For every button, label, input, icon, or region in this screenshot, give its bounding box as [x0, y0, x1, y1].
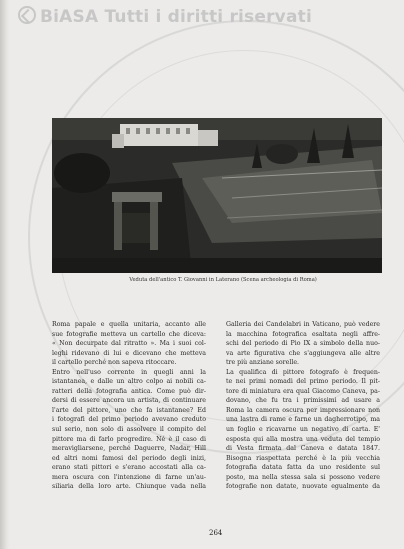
text-line: fotografia datata fatta da uno residente sul: [226, 464, 380, 472]
text-line: tore di miniatura era qual Giacomo Caneva, pa-: [226, 387, 380, 395]
text-line: erano stati pittori e s'erano accostati alla ca-: [52, 464, 206, 472]
text-line: La qualifica di pittore fotografo è frequen-: [226, 368, 380, 376]
watermark-banner: [18, 6, 312, 27]
text-line: un foglio e ricavarne un negativo di carta. E': [226, 426, 380, 434]
watermark-text: BiASA Tutti i diritti riservati: [40, 7, 312, 27]
text-line: la macchina fotografica esaltata negli affre-: [226, 330, 380, 338]
biasa-logo-icon: [18, 6, 36, 24]
page-binding-edge: [0, 0, 10, 549]
photo-caption: Veduta dell'antico T. Giovanni in Laterano (Scena archeologia di Roma): [129, 277, 317, 283]
text-line: istantanea, e dalle un altro colpo ai nobili ca-: [52, 378, 206, 386]
text-line: dersi di essere ancora un artista, di continuare: [52, 397, 206, 405]
text-line: sue fotografie metteva un cartello che diceva:: [52, 330, 206, 338]
text-line: ratteri della fotografia antica. Come può dir-: [52, 387, 206, 395]
page-number: 264: [209, 529, 223, 537]
text-line: te nei primi nomadi del primo periodo. Il pit-: [226, 378, 380, 386]
text-line: l'arte del pittore, uno che fa istantanee? Ed: [52, 406, 206, 414]
text-line: di Vesta firmata dal Caneva e datata 1847.: [226, 445, 380, 453]
text-line: « Non decurpate dal ritratto ». Ma i suoi col-: [52, 340, 206, 348]
text-line: sul serio, non solo di assolvere il compito del: [52, 426, 206, 434]
text-line: Galleria dei Candelabri in Vaticano, può vedere: [226, 321, 380, 328]
text-line: esposta qui alla mostra una veduta del tempio: [226, 435, 380, 443]
text-line: dovano, che fu tra i primissimi ad usare a: [226, 397, 380, 405]
text-column-left: [52, 320, 206, 492]
text-line: posto, ma nella stessa sala si possono vedere: [226, 473, 380, 481]
text-line: Roma papale e quella unitaria, accanto alle: [52, 321, 206, 328]
text-line: tre più anziane sorelle.: [226, 359, 300, 367]
text-line: leghi ridevano di lui e dicevano che metteva: [52, 349, 206, 357]
text-line: fotografie non datate, nuovate egualmente da: [226, 483, 380, 491]
text-line: schi del periodo di Pio IX a simbolo della nuo-: [226, 340, 380, 348]
text-line: il cartello perché non sapeva ritoccare.: [52, 359, 177, 367]
text-column-right: [226, 320, 380, 492]
photograph: [52, 118, 382, 273]
photograph-image: [52, 118, 382, 273]
text-line: ed altri nomi famosi del periodo degli inizi,: [52, 454, 206, 462]
text-line: mera oscura con l'intenzione di farne un'au-: [52, 473, 206, 481]
text-line: Bisogna riaspettata perché è la più vecchia: [226, 454, 380, 462]
text-line: pittore ma di farlo progredire. Né è il caso di: [52, 435, 206, 443]
text-line: siliaria della loro arte. Chiunque vada nella: [52, 483, 206, 491]
text-line: va arte figurativa che s'aggiungeva alle altre: [226, 349, 380, 357]
text-line: una lastra di rame e farne un dagherrotipo, ma: [226, 416, 380, 424]
text-line: Roma la camera oscura per impressionare non: [226, 406, 380, 414]
text-line: i fotografi del primo periodo avevano creduto: [52, 416, 206, 424]
text-line: meravigliarsene, perché Daguerre, Nadar, Hill: [52, 445, 206, 453]
text-line: Entro nell'uso corrente in quegli anni la: [52, 368, 206, 376]
